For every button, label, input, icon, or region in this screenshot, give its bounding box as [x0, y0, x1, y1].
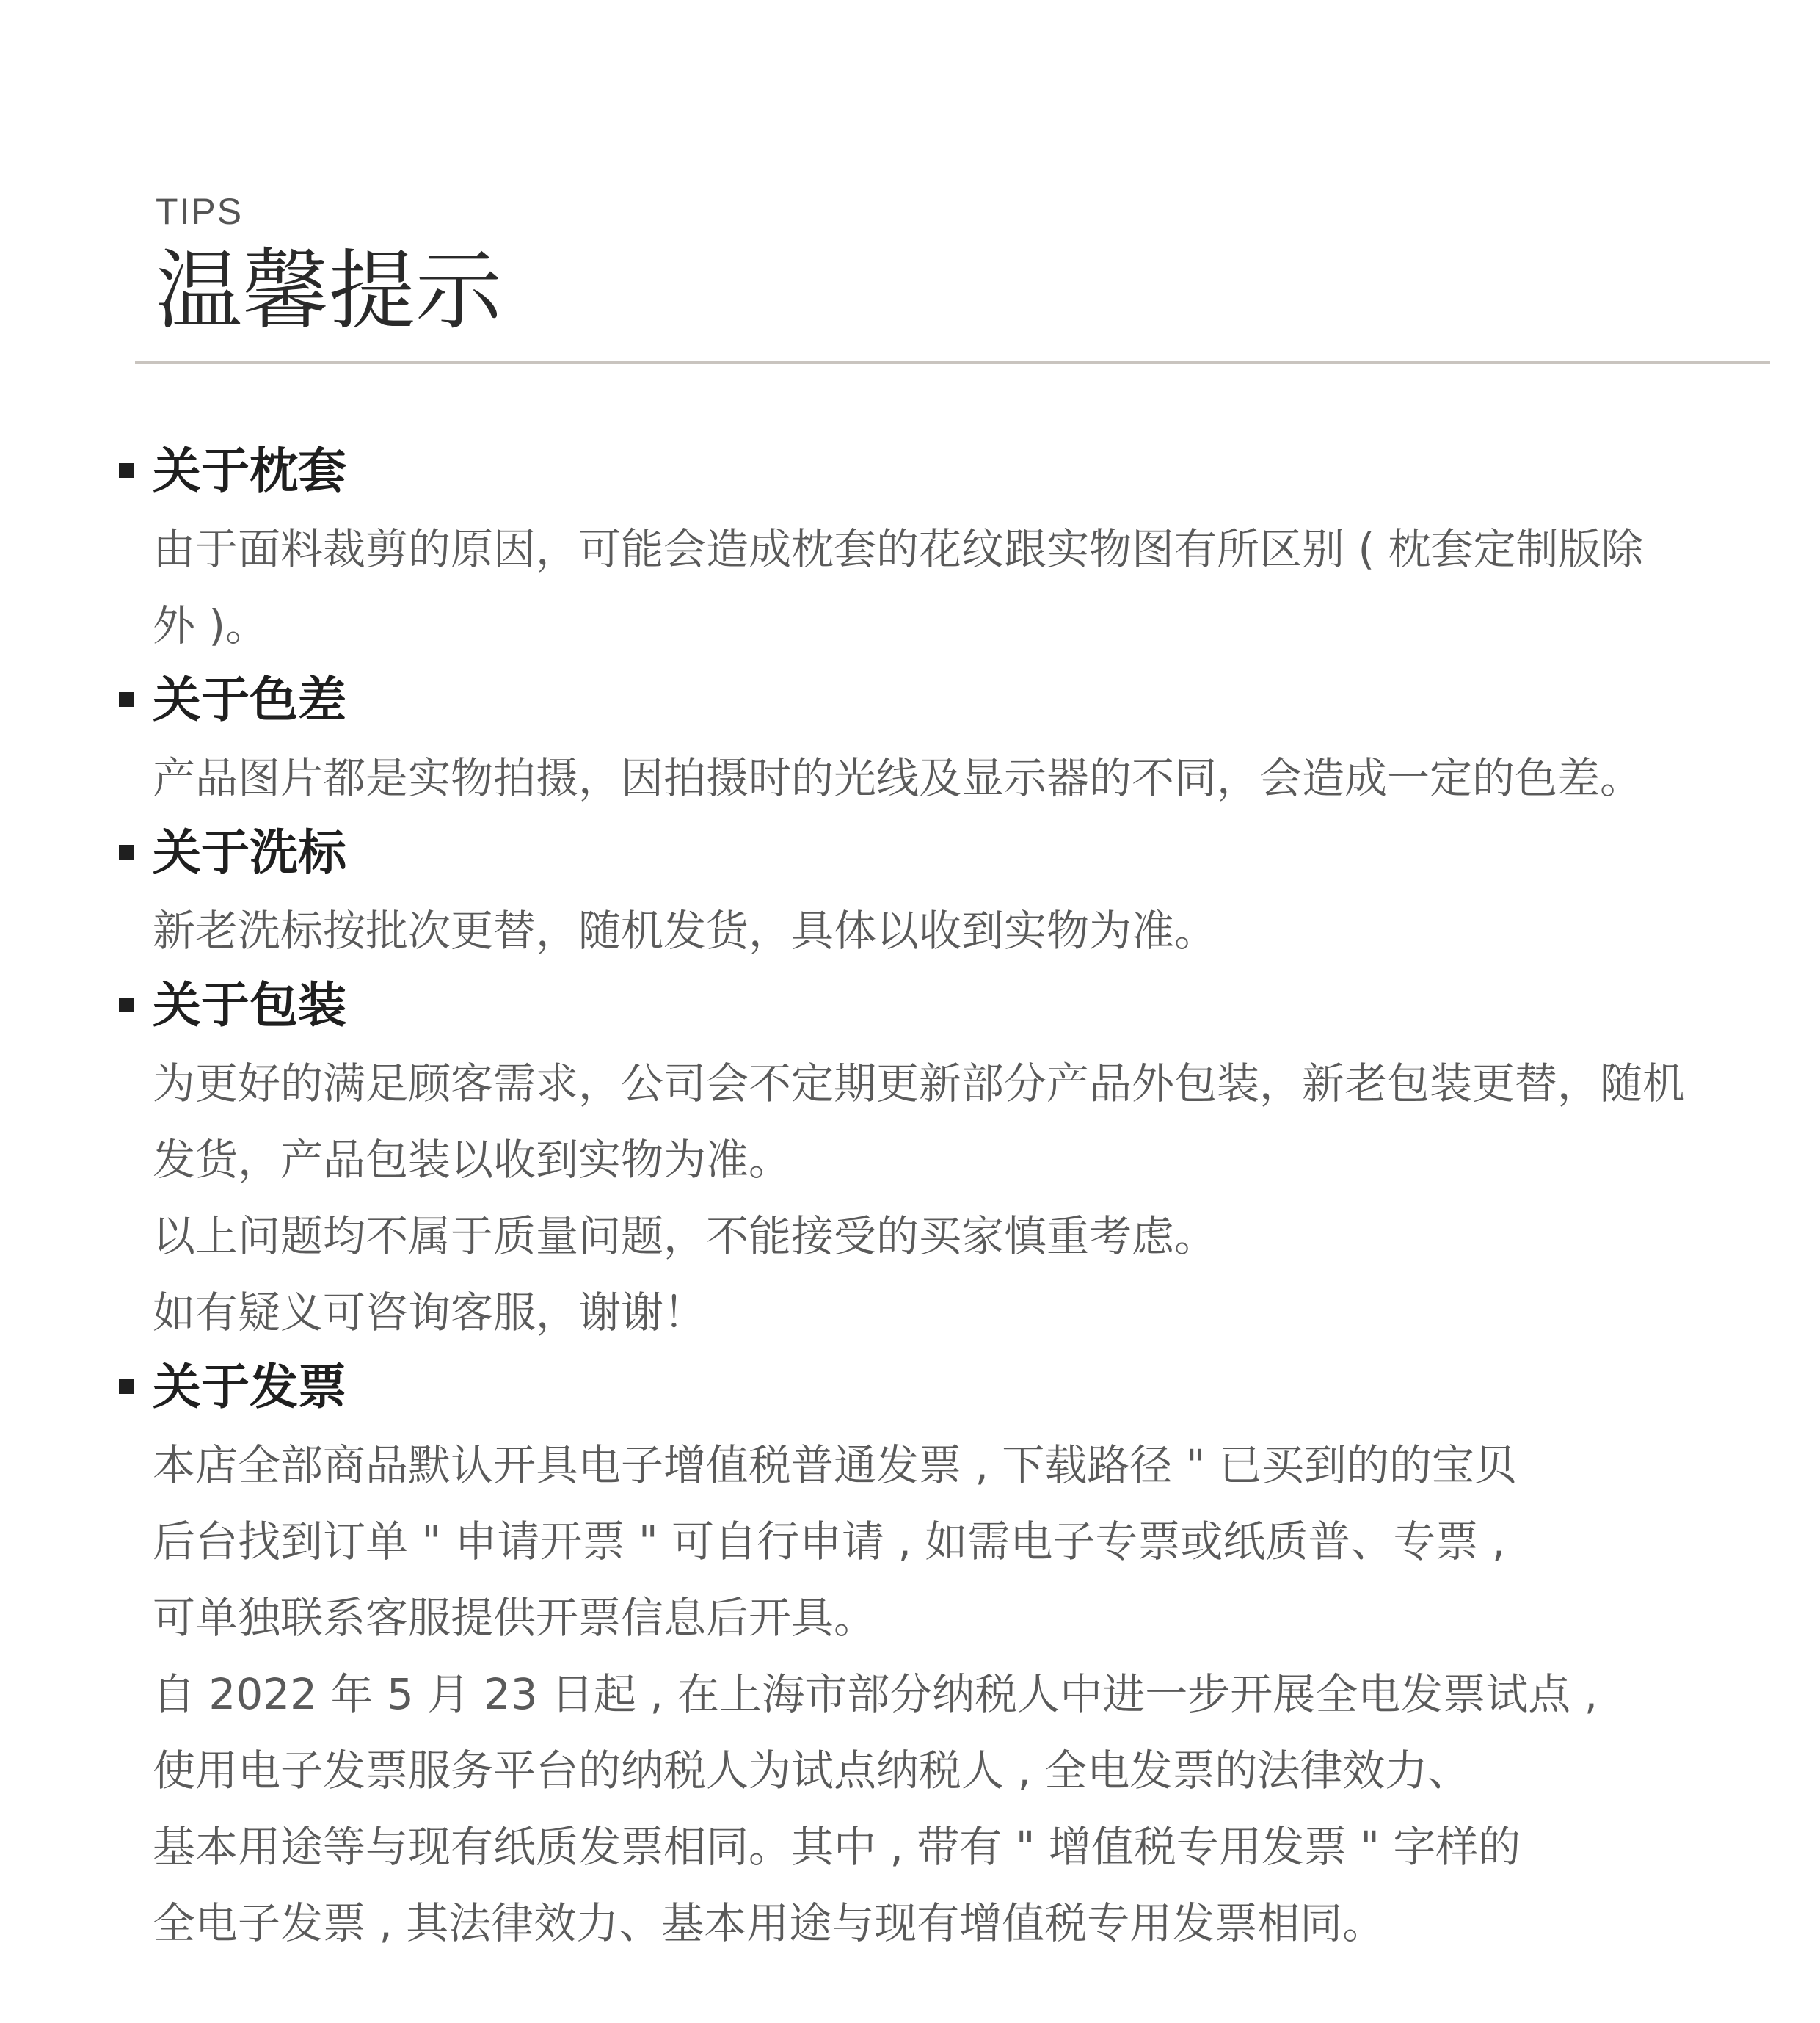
section-packaging [119, 969, 1777, 1351]
paragraph-line: 由于面料裁剪的原因，可能会造成枕套的花纹跟实物图有所区别 ( 枕套定制版除 [153, 524, 1644, 574]
section-heading: 关于色差 [119, 664, 1777, 737]
paragraph-line: 如有疑义可咨询客服，谢谢！ [153, 1287, 707, 1337]
tips-content [119, 435, 1777, 1961]
square-bullet-icon [119, 1379, 134, 1394]
section-heading: 关于包装 [119, 969, 1777, 1042]
page-title: 温馨提示 [156, 240, 503, 341]
section-heading: 关于枕套 [119, 435, 1777, 508]
section-heading: 关于洗标 [119, 816, 1777, 890]
paragraph-line: 以上问题均不属于质量问题，不能接受的买家慎重考虑。 [153, 1211, 1217, 1261]
paragraph-line: 本店全部商品默认开具电子增值税普通发票 , 下载路径 " 已买到的的宝贝 [153, 1440, 1517, 1490]
paragraph-line: 外 )。 [153, 600, 269, 650]
paragraph-line: 自 2022 年 5 月 23 日起 , 在上海市部分纳税人中进一步开展全电发票试点 , [153, 1669, 1598, 1719]
section-invoice [119, 1351, 1777, 1961]
paragraph-line: 为更好的满足顾客需求，公司会不定期更新部分产品外包装，新老包装更替，随机 [153, 1058, 1686, 1108]
paragraph-line: 新老洗标按批次更替，随机发货，具体以收到实物为准。 [153, 906, 1217, 956]
divider [135, 361, 1770, 364]
header [156, 189, 502, 342]
paragraph-line: 基本用途等与现有纸质发票相同。其中 , 带有 " 增值税专用发票 " 字样的 [153, 1822, 1521, 1872]
paragraph-line: 发货，产品包装以收到实物为准。 [153, 1135, 792, 1185]
section-wash-label [119, 816, 1777, 969]
square-bullet-icon [119, 998, 134, 1012]
square-bullet-icon [119, 692, 134, 707]
tips-label: TIPS [156, 191, 244, 232]
paragraph-line: 全电子发票 , 其法律效力、基本用途与现有增值税专用发票相同。 [153, 1898, 1386, 1948]
section-pillowcase [119, 435, 1777, 664]
square-bullet-icon [119, 845, 134, 860]
paragraph-line: 产品图片都是实物拍摄，因拍摄时的光线及显示器的不同，会造成一定的色差。 [153, 753, 1643, 803]
paragraph-line: 使用电子发票服务平台的纳税人为试点纳税人 , 全电发票的法律效力、 [153, 1746, 1471, 1795]
square-bullet-icon [119, 463, 134, 478]
section-color-difference [119, 664, 1777, 816]
section-heading: 关于发票 [119, 1351, 1777, 1424]
paragraph-line: 可单独联系客服提供开票信息后开具。 [153, 1593, 877, 1643]
paragraph-line: 后台找到订单 " 申请开票 " 可自行申请 , 如需电子专票或纸质普、专票 , [153, 1517, 1506, 1566]
